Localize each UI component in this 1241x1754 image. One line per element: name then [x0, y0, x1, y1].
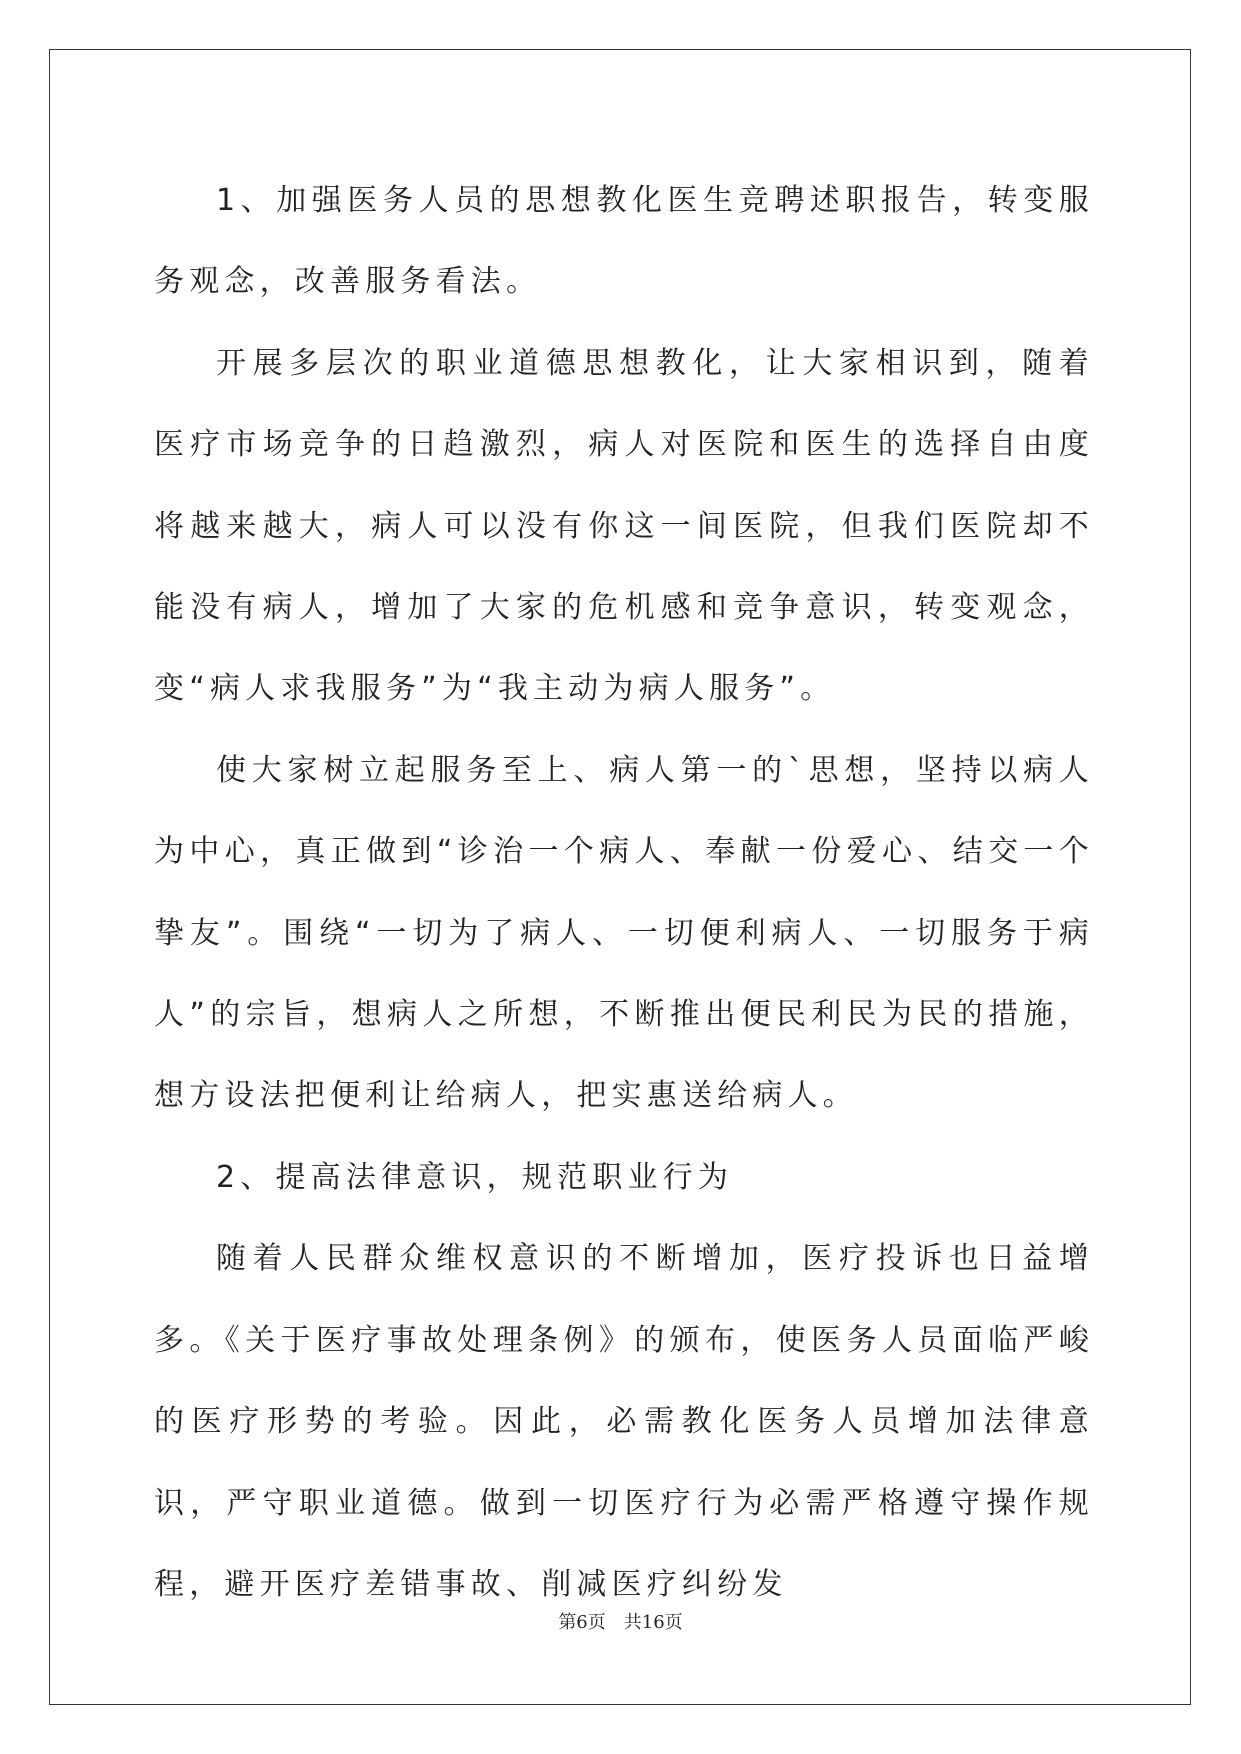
paragraph-2: 开展多层次的职业道德思想教化，让大家相识到，随着医疗市场竞争的日趋激烈，病人对医院和医生的选择自由度将越来越大，病人可以没有你这一间医院，但我们医院却不能没有病人，增加了大家的危机感和竞争意识，转变观念，变“病人求我服务”为“我主动为病人服务”。	[154, 345, 1094, 707]
paragraph-5: 随着人民群众维权意识的不断增加，医疗投诉也日益增多。《关于医疗事故处理条例》的颁布，使医务人员面临严峻的医疗形势的考验。因此，必需教化医务人员增加法律意识，严守职业道德。做到一切医疗行为必需严格遵守操作规程，避开医疗差错事故、削减医疗纠纷发	[154, 1241, 1094, 1602]
paragraph-1: 1、加强医务人员的思想教化医生竞聘述职报告，转变服务观念，改善服务看法。	[154, 183, 1094, 300]
page-number-footer: 第6页 共16页	[558, 1612, 683, 1633]
document-body	[154, 160, 1094, 1625]
paragraph-4-heading: 2、提高法律意识，规范职业行为	[216, 1159, 734, 1195]
paragraph-3: 使大家树立起服务至上、病人第一的`思想，坚持以病人为中心，真正做到“诊治一个病人、奉献一份爱心、结交一个挚友”。围绕“一切为了病人、一切便利病人、一切服务于病人”的宗旨，想病人之所想，不断推出便民利民为民的措施，想方设法把便利让给病人，把实惠送给病人。	[154, 752, 1094, 1114]
